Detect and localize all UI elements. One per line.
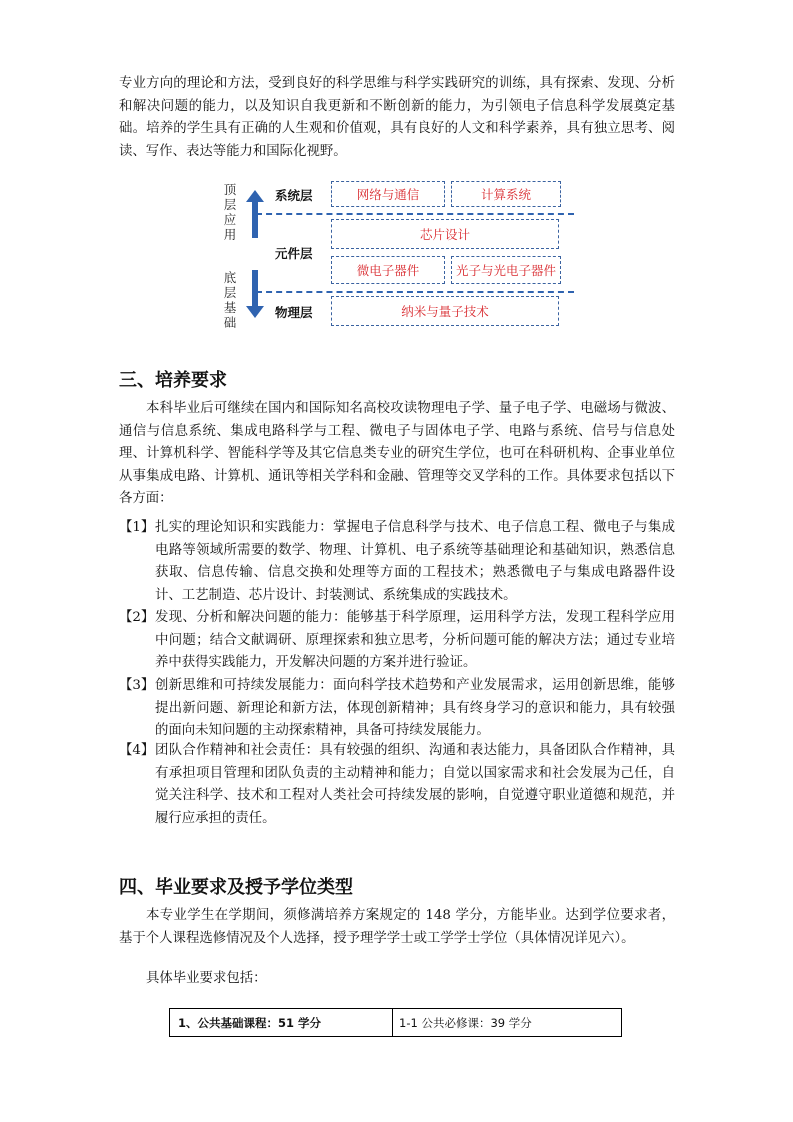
section-3-intro: 本科毕业后可继续在国内和国际知名高校攻读物理电子学、量子电子学、电磁场与微波、通信与信息系统、集成电路科学与工程、微电子与固体电子学、电路与系统、信号与信息处理、计算机科学、智能科学等及其它信息类专业的研究生学位，也可在科研机构、企事业单位从事集成电路、计算机、通讯等相关学科和金融、管理等交叉学科的工作。具体要求包括以下各方面：: [119, 401, 675, 507]
graduation-requirement-table: [169, 1008, 622, 1037]
requirement-number: 【4】: [119, 743, 155, 758]
top-application-label: 顶层应用: [223, 182, 237, 242]
requirement-item: [119, 607, 675, 675]
requirement-number: 【2】: [119, 610, 155, 625]
intro-paragraph: 专业方向的理论和方法，受到良好的科学思维与科学实践研究的训练，具有探索、发现、分析和解决问题的能力，以及知识自我更新和不断创新的能力，为引领电子信息科学发展奠定基础。培养的学生具有正确的人生观和价值观，具有良好的人文和科学素养，具有独立思考、阅读、写作、表达等能力和国际化视野。: [119, 76, 675, 159]
divider-top: [256, 213, 574, 215]
box-chip-design: 芯片设计: [331, 219, 559, 249]
section-4-subheading: 具体毕业要求包括：: [146, 971, 267, 986]
requirement-text: 发现、分析和解决问题的能力：能够基于科学原理，运用科学方法，发现工程科学应用中问题；结合文献调研、原理探索和独立思考，分析问题可能的解决方法；通过专业培养中获得实践能力，开发解决问题的方案并进行验证。: [155, 610, 675, 671]
requirement-item: [119, 740, 675, 830]
system-layer-label: 系统层: [275, 188, 313, 203]
table-cell-category: 1、公共基础课程：51 学分: [170, 1009, 393, 1036]
layer-diagram: [220, 176, 580, 336]
box-nano-quantum: 纳米与量子技术: [331, 296, 559, 326]
section-3-heading: 三、培养要求: [119, 370, 227, 391]
requirement-item: [119, 517, 675, 607]
bottom-foundation-label: 底层基础: [223, 270, 237, 330]
component-layer-label: 元件层: [275, 246, 313, 261]
box-computing-system: 计算系统: [451, 181, 561, 207]
section-4-heading: 四、毕业要求及授予学位类型: [119, 877, 353, 898]
divider-bottom: [256, 291, 574, 293]
section-4-intro: 本专业学生在学期间，须修满培养方案规定的 148 学分，方能毕业。达到学位要求者，基于个人课程选修情况及个人选择，授予理学学士或工学学士学位（具体情况详见六）。: [119, 908, 675, 946]
requirement-item: [119, 675, 675, 743]
requirement-text: 扎实的理论知识和实践能力：掌握电子信息科学与技术、电子信息工程、微电子与集成电路等领域所需要的数学、物理、计算机、电子系统等基础理论和基础知识，熟悉信息获取、信息传输、信息交换和处理等方面的工程技术；熟悉微电子与集成电路器件设计、工艺制造、芯片设计、封装测试、系统集成的实践技术。: [155, 520, 675, 603]
table-cell-detail: 1-1 公共必修课：39 学分: [399, 1015, 532, 1030]
requirement-text: 团队合作精神和社会责任：具有较强的组织、沟通和表达能力，具备团队合作精神，具有承担项目管理和团队负责的主动精神和能力；自觉以国家需求和社会发展为己任，自觉关注科学、技术和工程对人类社会可持续发展的影响，自觉遵守职业道德和规范，并履行应承担的责任。: [155, 743, 675, 826]
requirement-text: 创新思维和可持续发展能力：面向科学技术趋势和产业发展需求，运用创新思维，能够提出新问题、新理论和新方法，体现创新精神；具有终身学习的意识和能力，具有较强的面向未知问题的主动探索精神，具备可持续发展能力。: [155, 678, 675, 739]
requirement-number: 【3】: [119, 678, 155, 693]
requirement-number: 【1】: [119, 520, 155, 535]
physical-layer-label: 物理层: [275, 305, 313, 320]
box-photonic-device: 光子与光电子器件: [451, 256, 561, 284]
box-network-communication: 网络与通信: [331, 181, 445, 207]
box-microelectronic-device: 微电子器件: [331, 256, 445, 284]
down-arrow-icon: [245, 270, 265, 318]
